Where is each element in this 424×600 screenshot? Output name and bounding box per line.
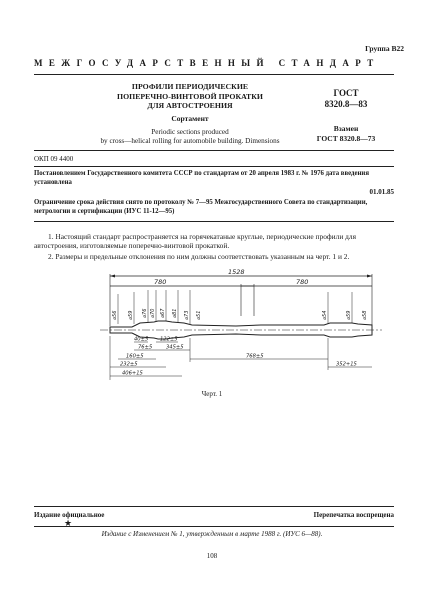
paragraph-2: 2. Размеры и предельные отклонения по ним должны соответствовать указанным на черт. 1 и 2. [48,252,350,261]
okp-code: ОКП 09 4400 [34,155,74,163]
okp-divider [34,166,394,167]
limitation-divider [34,221,394,222]
dim-label: 76±5 [138,344,153,351]
standard-banner: МЕЖГОСУДАРСТВЕННЫЙ СТАНДАРТ [34,58,380,68]
title-line-2: ПОПЕРЕЧНО-ВИНТОВОЙ ПРОКАТКИ [117,91,263,101]
gost-label: ГОСТ [333,88,359,98]
title-line-1: ПРОФИЛИ ПЕРИОДИЧЕСКИЕ [131,82,249,91]
decree-text: Постановлением Государственного комитета СССР по стандартам от 20 апреля 1983 г. № 1976 дата введения установлена [34,170,370,186]
gost-designation [304,88,388,110]
diameter-label: ⌀73 [184,310,190,320]
footer-divider-2 [34,526,394,527]
replaces-block [304,124,388,143]
figure-caption: Черт. 1 [201,390,223,398]
edition-note: Издание с Изменением № 1, утвержденным в марте 1988 г. (ИУС 6—88). [101,530,323,538]
dim-label: 40±5 [134,336,149,343]
title-divider [34,150,394,151]
header-divider [34,74,394,75]
dim-label: 122±5 [160,336,178,343]
document-title [90,82,290,111]
limitation-text: Ограничение срока действия снято по протоколу № 7—95 Межгосударственного Совета по стандартизации, метрологии и сертификации (ИУС 11-12—95) [34,199,368,215]
dim-label: 352+15 [336,361,357,368]
dim-label: 768±5 [246,353,264,360]
diameter-label: ⌀76 [142,308,148,318]
diameter-label: ⌀59 [346,310,352,320]
diameter-label: ⌀81 [172,308,178,318]
title-line-3: ДЛЯ АВТОСТРОЕНИЯ [147,101,233,110]
diameter-label: ⌀56 [112,310,118,320]
dim-left-part: 780 [154,278,167,286]
page-number: 108 [206,552,218,560]
paragraph-1: 1. Настоящий стандарт распространяется на горячекатаные круглые, периодические профили для автостроения, изготовляемые поперечно-винтовой прокаткой. [34,232,356,251]
diameter-label: ⌀67 [160,308,166,318]
diameter-label: ⌀58 [362,310,368,320]
footer-divider [34,506,394,507]
dim-label: 345±5 [166,344,184,351]
official-edition-label: Издание официальное [34,511,105,519]
star-icon: ★ [64,518,73,528]
reprint-prohibited-label: Перепечатка воспрещена [313,511,394,519]
effective-date: 01.01.85 [369,188,394,196]
diameter-label: ⌀54 [322,310,328,320]
dim-right-part: 780 [296,278,309,286]
gost-number: 8320.8—83 [324,99,368,109]
replaces-label: Взамен [333,124,359,133]
sortament-label: Сортамент [171,114,209,123]
english-title [90,128,290,146]
group-code: Группа В22 [365,44,404,53]
diameter-label: ⌀59 [128,310,134,320]
dim-label: 160±5 [126,353,144,360]
profile-drawing [96,266,386,386]
replaces-number: ГОСТ 8320.8—73 [316,133,376,143]
english-title-line-2: by cross—helical rolling for automobile building. Dimensions [100,137,280,145]
dim-overall: 1528 [228,268,245,276]
dim-label: 406+15 [122,370,143,377]
diameter-label: ⌀70 [150,308,156,318]
dim-label: 232±5 [120,361,138,368]
diameter-label: ⌀51 [196,310,202,320]
english-title-line-1: Periodic sections produced [151,128,229,136]
